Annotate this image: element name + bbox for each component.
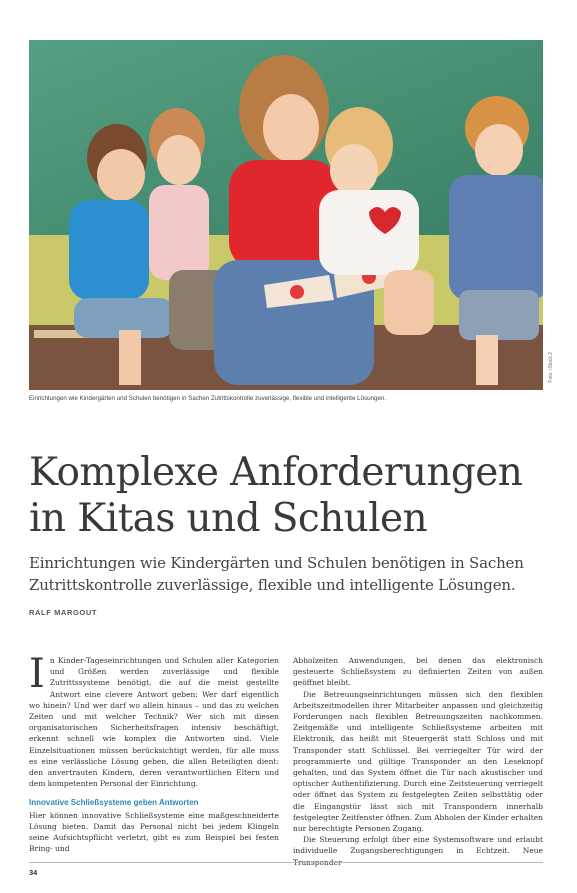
- footer-rule: [29, 862, 543, 863]
- title-line-2: in Kitas und Schulen: [29, 496, 427, 541]
- body-column-2: [293, 655, 543, 868]
- photo-credit: Foto: iStock.2: [548, 352, 554, 383]
- article-title: [29, 450, 549, 542]
- col2-paragraph-3: Die Steuerung erfolgt über eine Systemsoftware und erlaubt individuelle Zugangsberechtigungen in Echtzeit. Neue: [293, 835, 543, 856]
- col1-paragraph-1: n Kinder-Tageseinrichtungen und Schulen aller Kategorien und Größen werden zuverlässige und flexible Zutrittssysteme benötigt, die auf die meist gestellte Antwort eine clevere Antwort geben: Wer darf eigentlich wo hinein? Und wer darf wo allein hinaus – und das zu welchen Zeiten und mit welcher Technik? Wer sich mit diesen organisatorischen Sicherheitsfragen intensiv beschäftigt, erkennt schnell wie komplex die Antworten sind. Viele Einzelsituationen müssen berücksichtigt werden, für alle muss es eine verlässliche Lösung geben, die allen Beteiligten dient: den anvertrauten Kindern, deren verantwortlichen Eltern und dem kompetenten Personal der Einrichtung.: [29, 656, 279, 789]
- intro-paragraph: [29, 651, 279, 789]
- article-lead: Einrichtungen wie Kindergärten und Schulen benötigen in Sachen Zutrittskontrolle zuverlässige, flexible und intelligente Lösungen.: [29, 554, 524, 594]
- body-column-1: [29, 651, 279, 854]
- section-subhead: Innovative Schließsysteme geben Antworten: [29, 798, 199, 808]
- col1-paragraph-2: Hier können innovative Schließsysteme eine maßgeschneiderte Lösung bieten. Damit das Personal nicht bei jedem Klingeln seine Aufsichtspflicht verletzt, gibt es zum Beispiel bei festen Bring- und: [29, 810, 279, 854]
- photo-caption: Einrichtungen wie Kindergärten und Schulen benötigen in Sachen Zutrittskontrolle zuverlässige, flexible und intelligente Lösungen.: [29, 395, 387, 402]
- title-line-1: Komplexe Anforderungen: [29, 450, 523, 495]
- hero-photo: [29, 40, 543, 390]
- col2-paragraph-1: Abholzeiten Anwendungen, bei denen das elektronisch gesteuerte Schließsystem zu definierten Zeiten von außen geöffnet bleibt.: [293, 656, 543, 688]
- col2-paragraph-2: Die Betreuungseinrichtungen müssen sich den flexiblen Arbeitszeitmodellen ihrer Mitarbeiter anpassen und gleichzeitig Forderungen nach flexiblen Betreuungszeiten nachkommen. Zeitgemäße und intelligente Schließsysteme arbeiten mit Elektronik, das heißt mit Steuergerät statt Schloss und mit Transponder statt Schlüssel. Bei verriegelter Tür wird der programmierte und gültige Transponder an den Leseknopf gehalten, und das System öffnet die Tür nach akustischer und optischer Authentifizierung. Durch eine Zeitsteuerung verriegelt oder öffnet das System zu festgelegten Zeiten selbsttätig oder die Eingangstür lässt sich mit Transpondern innerhalb festgelegter Zeitfenster öffnen. Zum Abholen der Kinder erhalten nur berechtigte Personen Zugang.: [293, 689, 543, 834]
- page-number: 34: [29, 868, 38, 877]
- drop-cap: I: [29, 651, 45, 697]
- author-byline: RALF MARGOUT: [29, 608, 98, 617]
- classroom-illustration: [29, 40, 543, 390]
